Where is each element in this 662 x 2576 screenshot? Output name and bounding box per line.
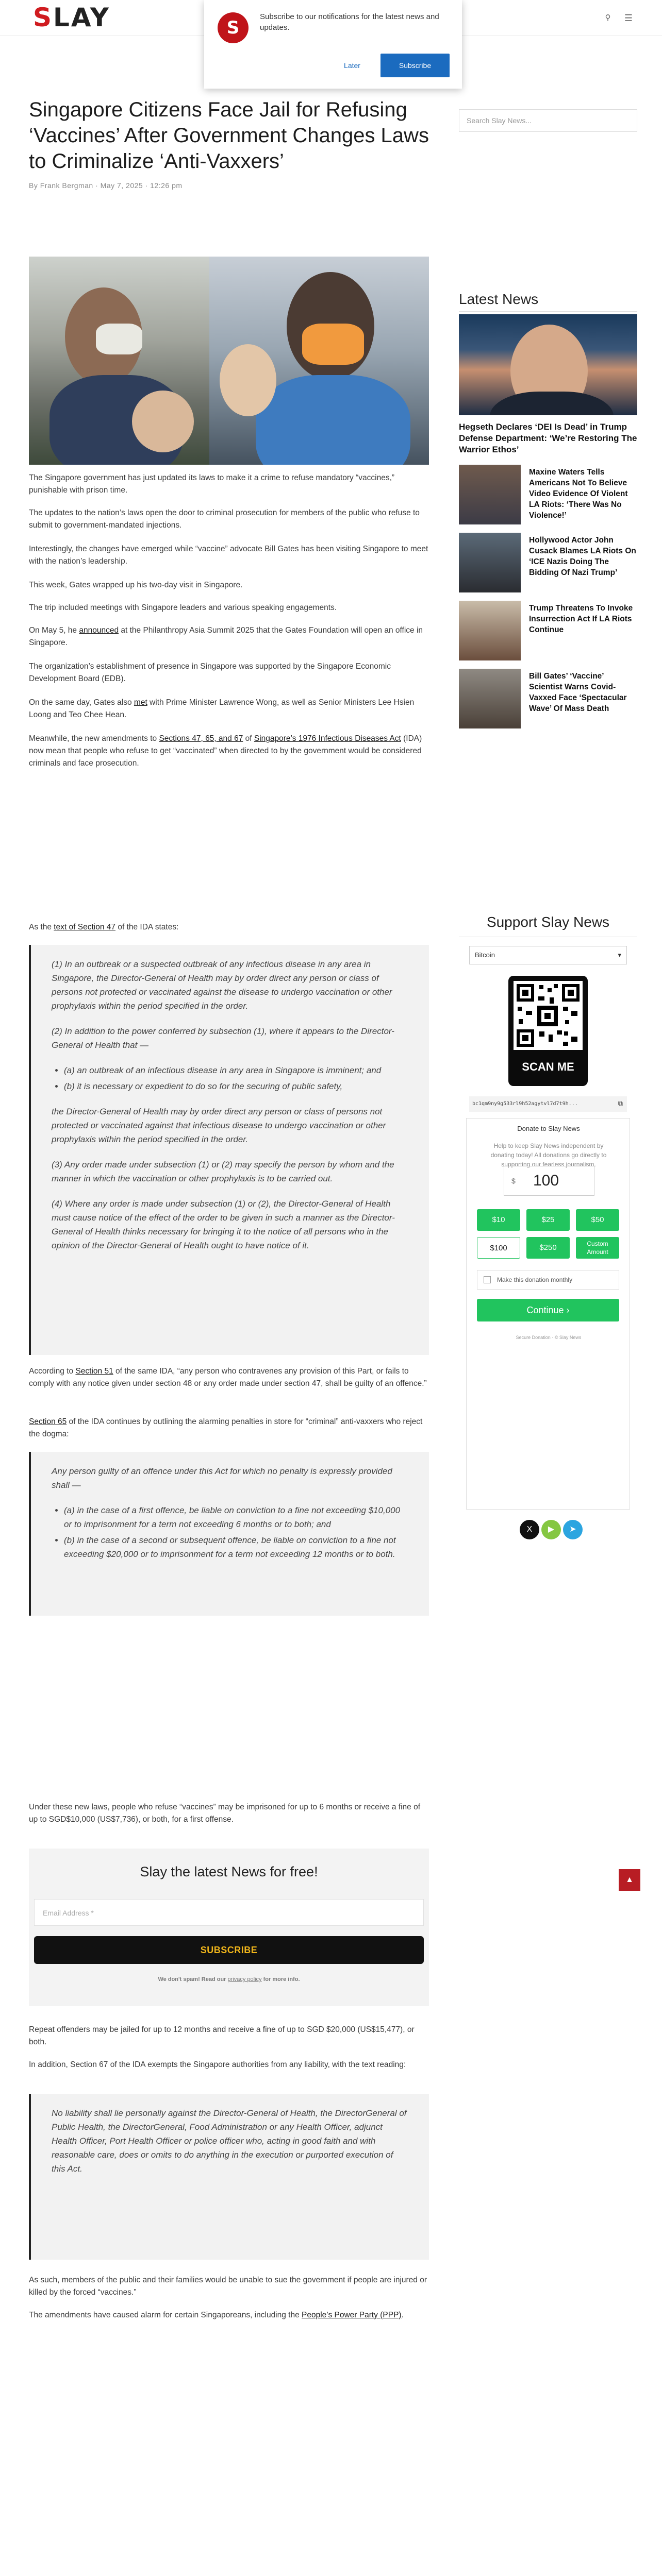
search-input[interactable]: Search Slay News... <box>459 109 637 132</box>
sidebar <box>454 0 642 2576</box>
section-51-link[interactable]: Section 51 <box>75 1367 113 1376</box>
notification-prompt <box>204 0 462 89</box>
article-paragraph: Repeat offenders may be jailed for up to 12 months and receive a fine of up to SGD $20,000 (US$15,477), or both. <box>29 2025 415 2046</box>
chevron-down-icon: ▾ <box>618 951 621 959</box>
continue-button[interactable]: Continue › <box>477 1299 619 1321</box>
wallet-address[interactable]: bc1qm9ny9g533rl9h52agytvl7d7t9h... ⧉ <box>469 1096 627 1112</box>
notification-subscribe-button[interactable]: Subscribe <box>380 54 450 77</box>
monthly-label: Make this donation monthly <box>497 1276 573 1283</box>
section-65-link[interactable]: Section 65 <box>29 1417 67 1426</box>
amount-100-button[interactable]: $100 <box>477 1237 520 1259</box>
qr-label: SCAN ME <box>522 1060 574 1073</box>
article-paragraph: As such, members of the public and their families would be unable to sue the government if people are injured or killed by the forced “vaccines.” <box>29 2276 427 2297</box>
blockquote-section-47 <box>29 945 429 1355</box>
divider <box>459 311 637 312</box>
news-thumbnail <box>459 533 521 592</box>
amount-250-button[interactable]: $250 <box>526 1237 570 1259</box>
donate-card <box>466 1118 630 1510</box>
news-title[interactable]: Hollywood Actor John Cusack Blames LA Riots On ‘ICE Nazis Doing The Bidding Of Nazi Trump’ <box>529 536 636 577</box>
article <box>29 97 429 2319</box>
amount-50-button[interactable]: $50 <box>576 1209 619 1231</box>
donate-card-desc: Help to keep Slay News independent by donating today! All donations go directly to supporting our fearless journalism. <box>490 1142 607 1168</box>
article-headline: Singapore Citizens Face Jail for Refusing ‘Vaccines’ After Government Changes Laws to Criminalize ‘Anti-Vaxxers’ <box>29 98 429 173</box>
email-field[interactable]: Email Address * <box>34 1899 424 1926</box>
quote-list <box>64 1063 408 1093</box>
news-thumbnail <box>459 669 521 728</box>
quote-text: Any person guilty of an offence under this Act for which no penalty is expressly provided shall — <box>52 1466 392 1490</box>
notification-text: Subscribe to our notifications for the latest news and updates. <box>260 12 439 32</box>
monthly-checkbox[interactable] <box>484 1276 491 1283</box>
copy-icon[interactable]: ⧉ <box>618 1100 623 1108</box>
arrow-up-icon[interactable]: ▲ <box>619 1869 640 1891</box>
amount-value: 100 <box>533 1172 559 1189</box>
coin-select[interactable]: Bitcoin ▾ <box>469 946 627 964</box>
hero-image-right <box>209 257 429 465</box>
latest-news-heading: Latest News <box>459 291 539 307</box>
news-item[interactable] <box>459 601 637 660</box>
custom-amount-button[interactable]: Custom Amount <box>576 1237 619 1259</box>
news-title[interactable]: Trump Threatens To Invoke Insurrection Act If LA Riots Continue <box>529 604 633 634</box>
article-paragraph: Meanwhile, the new amendments to Sections 47, 65, and 67 of Singapore’s 1976 Infectious Diseases Act (IDA) now mean that people who refuse to get “vaccinated” when directed to by the government would be considered criminals and face prosecution. <box>29 734 422 768</box>
newsletter-signup <box>29 1849 429 2006</box>
article-paragraph: In addition, Section 67 of the IDA exempts the Singapore authorities from any liability, with the text reading: <box>29 2060 406 2069</box>
article-paragraph: The Singapore government has just updated its laws to make it a crime to refuse mandatory “vaccines,” punishable with prison time. <box>29 473 395 495</box>
article-paragraph: Section 65 of the IDA continues by outlining the alarming penalties in store for “criminal” anti-vaxxers who reject the dogma: <box>29 1417 423 1438</box>
donate-card-footer: Secure Donation · © Slay News <box>516 1335 582 1340</box>
quote-list-item: • (a) in the case of a first offence, be liable on conviction to a fine not exceeding $10,000 or to imprisonment for a term not exceeding 6 months or to both; and <box>64 1503 408 1531</box>
notification-later-button[interactable]: Later <box>344 61 360 70</box>
quote-text: the Director-General of Health may by order direct any person or class of persons not protected or vaccinated against that infectious disease to undergo vaccination or other prophylaxis within the period specified in the order. <box>52 1107 386 1144</box>
featured-news-title[interactable]: Hegseth Declares ‘DEI Is Dead’ in Trump Defense Department: ‘We’re Restoring The Warrior Ethos’ <box>459 422 637 454</box>
ppp-link[interactable]: People’s Power Party (PPP) <box>302 2311 402 2319</box>
article-paragraph: Under these new laws, people who refuse “vaccines” may be imprisoned for up to 6 months or receive a fine of up to SGD$10,000 (US$7,736), or both, for a first offense. <box>29 1803 421 1824</box>
article-paragraph: Interestingly, the changes have emerged while “vaccine” advocate Bill Gates has been visiting Singapore to meet with the nation’s leadership. <box>29 545 428 566</box>
article-paragraph: As the text of Section 47 of the IDA states: <box>29 923 179 931</box>
qr-code-card <box>508 976 588 1086</box>
sections-link[interactable]: Sections 47, 65, and 67 <box>159 734 243 743</box>
article-paragraph: The updates to the nation’s laws open the door to criminal prosecution for members of the public who refuse to submit to government-mandated injections. <box>29 509 420 530</box>
monthly-toggle[interactable] <box>477 1270 619 1290</box>
quote-text: No liability shall lie personally against the Director-General of Health, the DirectorGeneral of Public Health, the DirectorGeneral, Food Administration or any Health Officer, adjunct Health Officer, Port Health Officer or police officer who, acting in good faith and with reasonable care, does or omits to do anything in the execution or purported execution of this Act. <box>52 2108 407 2174</box>
hamburger-icon[interactable]: ☰ <box>624 13 633 23</box>
article-paragraph: The organization’s establishment of presence in Singapore was supported by the Singapore Economic Development Board (EDB). <box>29 662 391 683</box>
article-paragraph: On the same day, Gates also met with Prime Minister Lawrence Wong, as well as Senior Ministers Lee Hsien Loong and Teo Chee Hean. <box>29 698 415 719</box>
news-item[interactable] <box>459 533 637 592</box>
support-heading: Support Slay News <box>486 914 610 930</box>
qr-code <box>514 981 583 1050</box>
quote-text: (2) In addition to the power conferred by subsection (1), where it appears to the Director-General of Health that — <box>52 1026 394 1050</box>
announced-link[interactable]: announced <box>79 626 119 635</box>
newsletter-title: Slay the latest News for free! <box>140 1864 318 1879</box>
article-paragraph: On May 5, he announced at the Philanthropy Asia Summit 2025 that the Gates Foundation will open an office in Singapore. <box>29 626 423 647</box>
article-paragraph: The amendments have caused alarm for certain Singaporeans, including the People’s Power Party (PPP). <box>29 2311 404 2319</box>
newsletter-note: We don't spam! Read our privacy policy for more info. <box>158 1976 300 1982</box>
amount-input[interactable] <box>504 1166 594 1196</box>
quote-list <box>64 1503 408 1561</box>
quote-text: (1) In an outbreak or a suspected outbreak of any infectious disease in any area in Singapore, the Director-General of Health may by order direct any person or class of persons not protected or vaccinated against the disease to undergo vaccination or other prophylaxis within the period specified in the order. <box>52 959 392 1011</box>
news-title[interactable]: Bill Gates’ ‘Vaccine’ Scientist Warns Covid-Vaxxed Face ‘Spectacular Wave’ Of Mass Death <box>529 672 627 713</box>
news-item[interactable] <box>459 669 637 728</box>
news-thumbnail <box>459 601 521 660</box>
article-byline: By Frank Bergman · May 7, 2025 · 12:26 pm <box>29 181 183 190</box>
blockquote-section-67 <box>29 2094 429 2260</box>
met-link[interactable]: met <box>134 698 147 707</box>
amount-25-button[interactable]: $25 <box>526 1209 570 1231</box>
news-title[interactable]: Maxine Waters Tells Americans Not To Believe Video Evidence Of Violent LA Riots: ‘There Was No Violence!’ <box>529 468 628 520</box>
hero-image-left <box>29 257 209 465</box>
site-logo[interactable]: SLAY <box>33 3 110 32</box>
blockquote-section-65 <box>29 1452 429 1616</box>
currency-symbol: $ <box>511 1177 516 1185</box>
privacy-policy-link[interactable]: privacy policy <box>227 1976 262 1982</box>
quote-list-item: • (b) in the case of a second or subsequent offence, be liable on conviction to a fine not exceeding $20,000 or to imprisonment for a term not exceeding 12 months or to both. <box>64 1533 408 1561</box>
hero-image <box>29 257 429 465</box>
quote-text: (4) Where any order is made under subsection (1) or (2), the Director-General of Health must cause notice of the effect of the order to be given in such a manner as the Director-General of Health thinks necessary for bringing it to the notice of all persons who in the opinion of the Director-General of Health ought to have notice of it. <box>52 1199 395 1250</box>
quote-text: (3) Any order made under subsection (1) or (2) may specify the person by whom and the manner in which the vaccination or other prophylaxis is to be carried out. <box>52 1160 394 1183</box>
article-paragraph: The trip included meetings with Singapore leaders and various speaking engagements. <box>29 603 337 612</box>
social-icons <box>454 1520 642 1540</box>
x-icon[interactable]: X <box>520 1520 539 1539</box>
donate-card-title: Donate to Slay News <box>517 1125 580 1132</box>
notification-logo: S <box>218 12 249 43</box>
amount-10-button[interactable]: $10 <box>477 1209 520 1231</box>
featured-news-image[interactable] <box>459 314 637 415</box>
rumble-icon[interactable]: ▶ <box>541 1520 561 1539</box>
quote-list-item: • (b) it is necessary or expedient to do so for the securing of public safety, <box>64 1079 408 1093</box>
section-47-link[interactable]: text of Section 47 <box>54 923 116 931</box>
news-thumbnail <box>459 465 521 524</box>
quote-list-item: • (a) an outbreak of an infectious disease in any area in Singapore is imminent; and <box>64 1063 408 1077</box>
telegram-icon[interactable]: ➤ <box>563 1520 583 1539</box>
article-paragraph: This week, Gates wrapped up his two-day visit in Singapore. <box>29 581 243 589</box>
newsletter-subscribe-button[interactable]: SUBSCRIBE <box>34 1936 424 1964</box>
search-icon[interactable]: ⚲ <box>605 13 611 22</box>
article-paragraph: According to Section 51 of the same IDA, “any person who contravenes any provision of this Part, or fails to comply with any notice given under section 48 or any order made under section 47, shall be guilty of an offence.” <box>29 1367 427 1388</box>
news-item[interactable] <box>459 465 637 524</box>
ida-link[interactable]: Singapore’s 1976 Infectious Diseases Act <box>254 734 401 743</box>
